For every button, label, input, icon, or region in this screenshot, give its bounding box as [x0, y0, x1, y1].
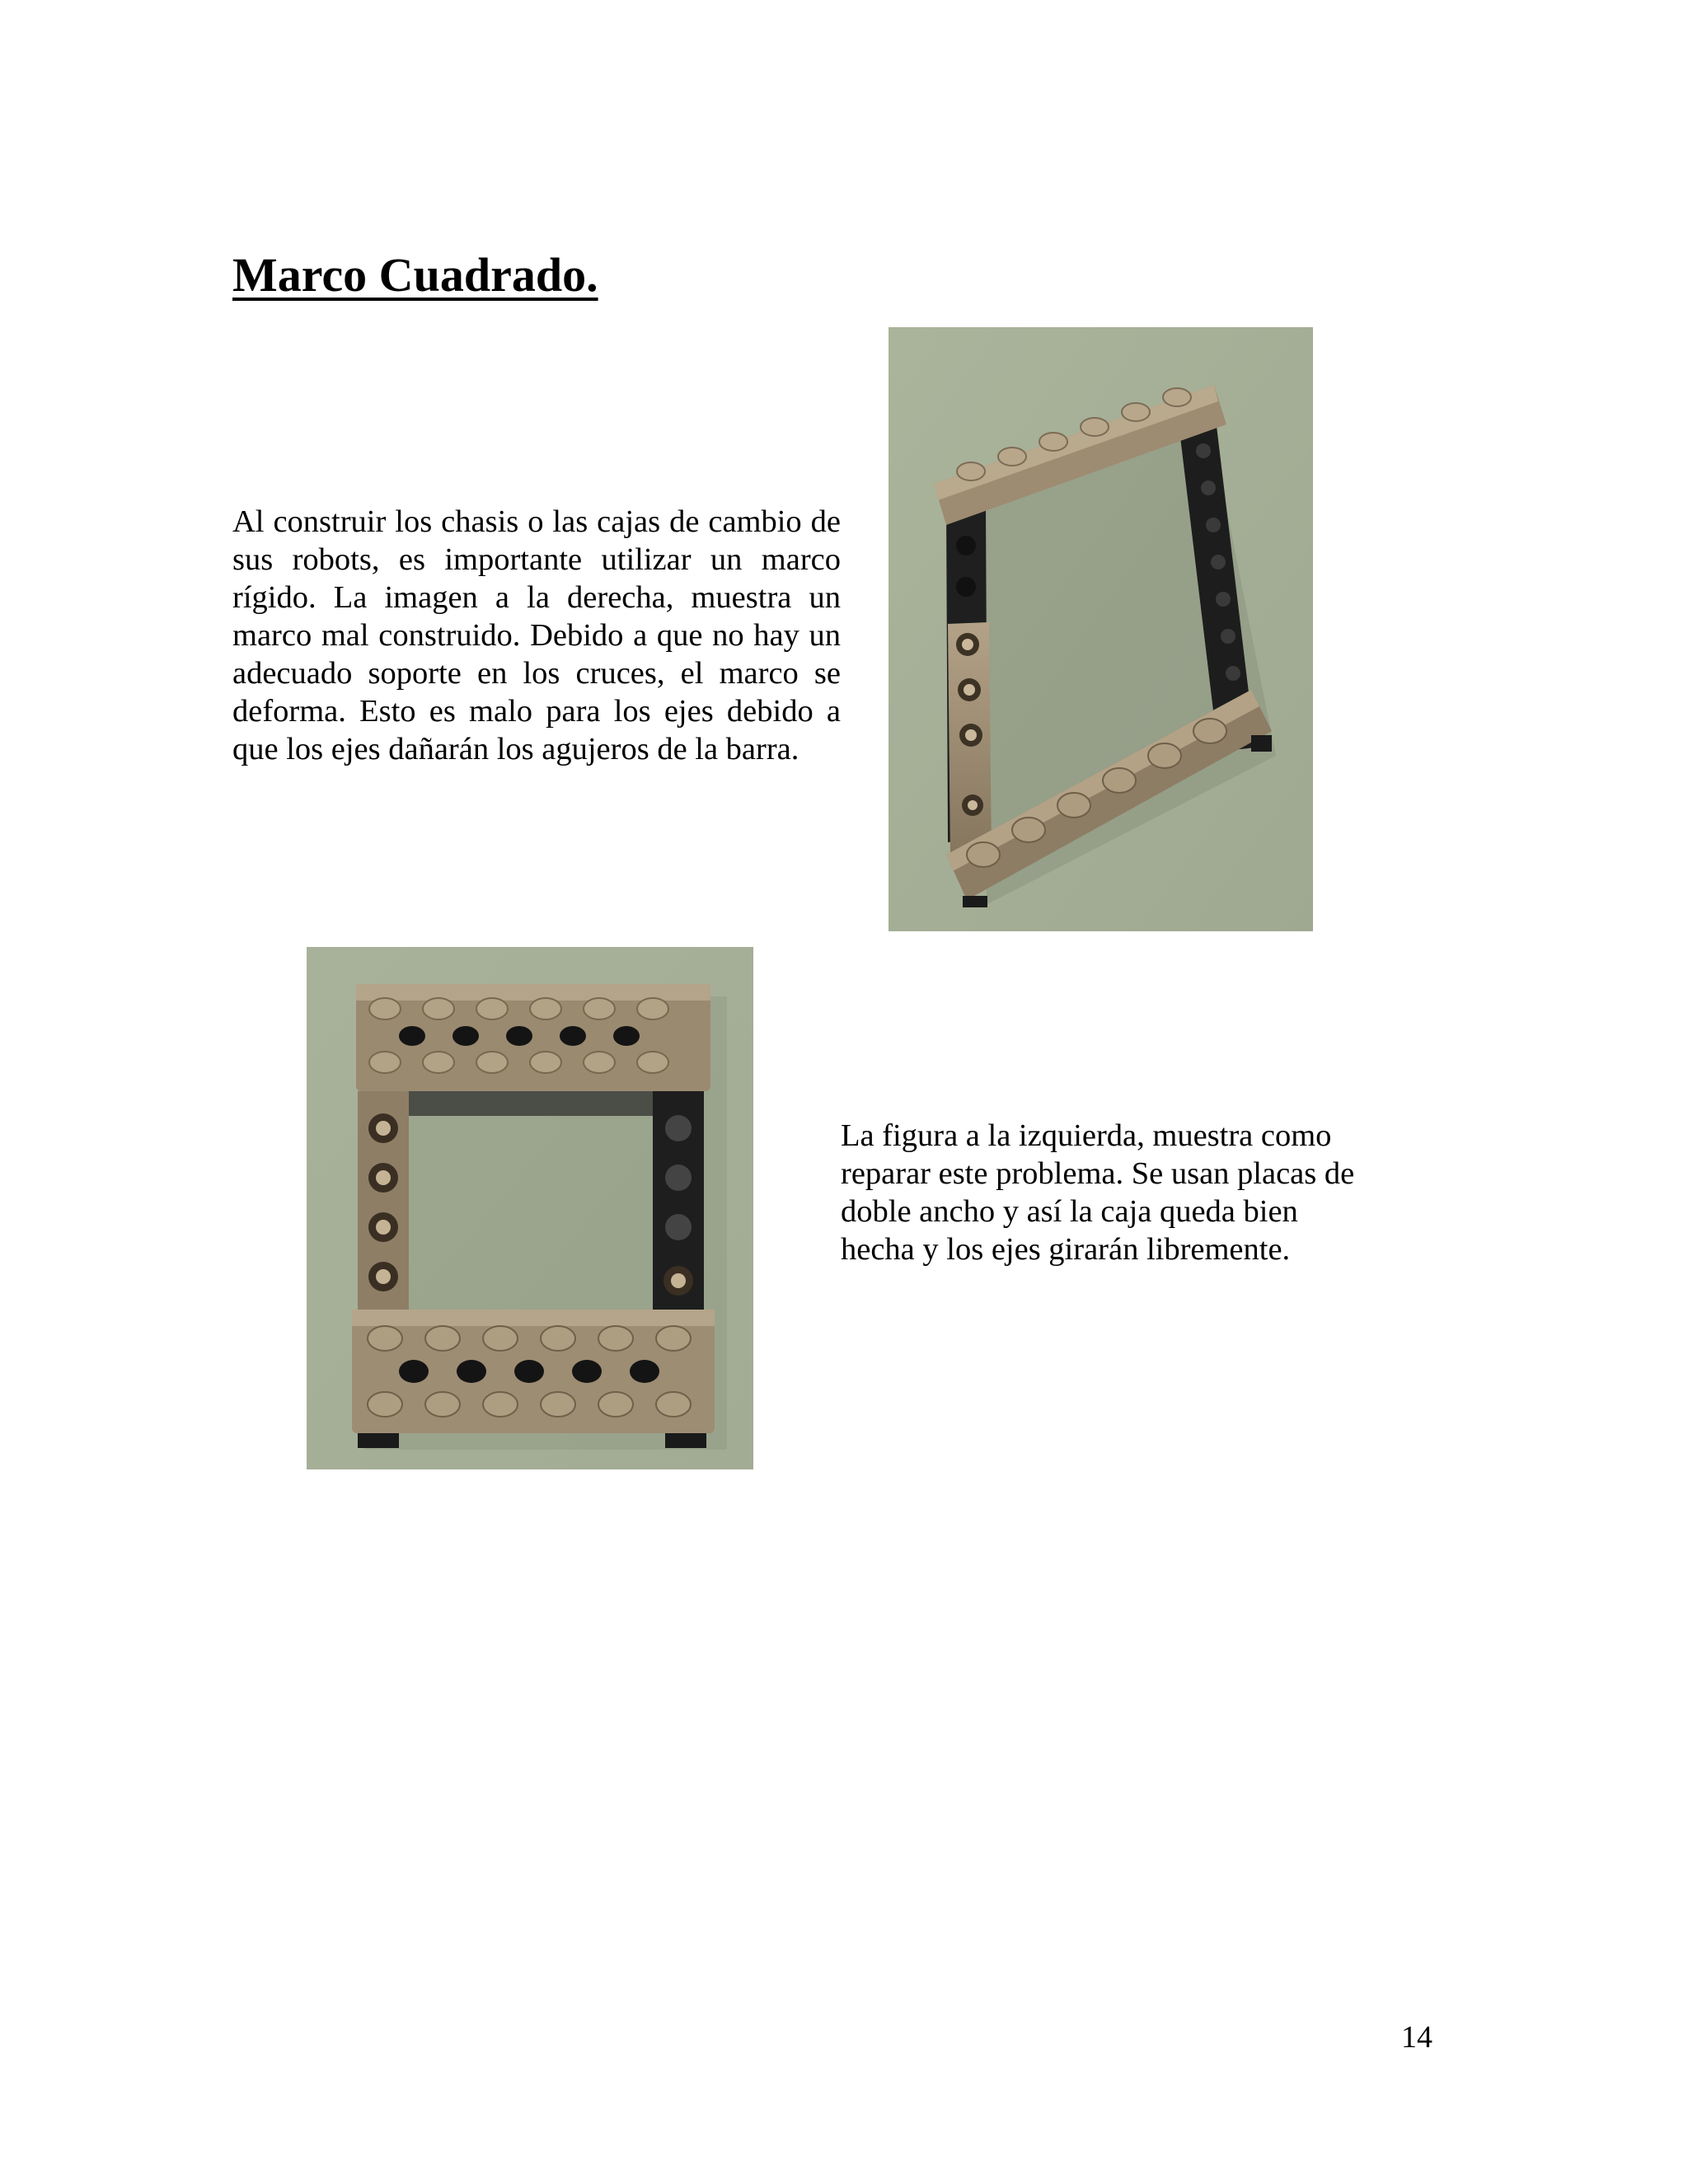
body-paragraph-fixed-frame: La figura a la izquierda, muestra como reparar este problema. Se usan placas de doble ancho y así la caja queda bien hecha y los ejes girarán libremente.: [841, 1118, 1355, 1267]
page-title: Marco Cuadrado.: [232, 248, 598, 302]
photo-fixed-frame: [307, 947, 753, 1469]
page-number: 14: [1401, 2020, 1432, 2055]
body-paragraph-deformed-frame: Al construir los chasis o las cajas de cambio de sus robots, es importante utilizar un marco rígido. La imagen a la derecha, muestra un marco mal construido. Debido a que no hay un adecuado soporte en los cruces, el marco se deforma. Esto es malo para los ejes debido a que los ejes dañarán los agujeros de la barra.: [232, 504, 841, 766]
photo-deformed-frame: [889, 327, 1313, 931]
